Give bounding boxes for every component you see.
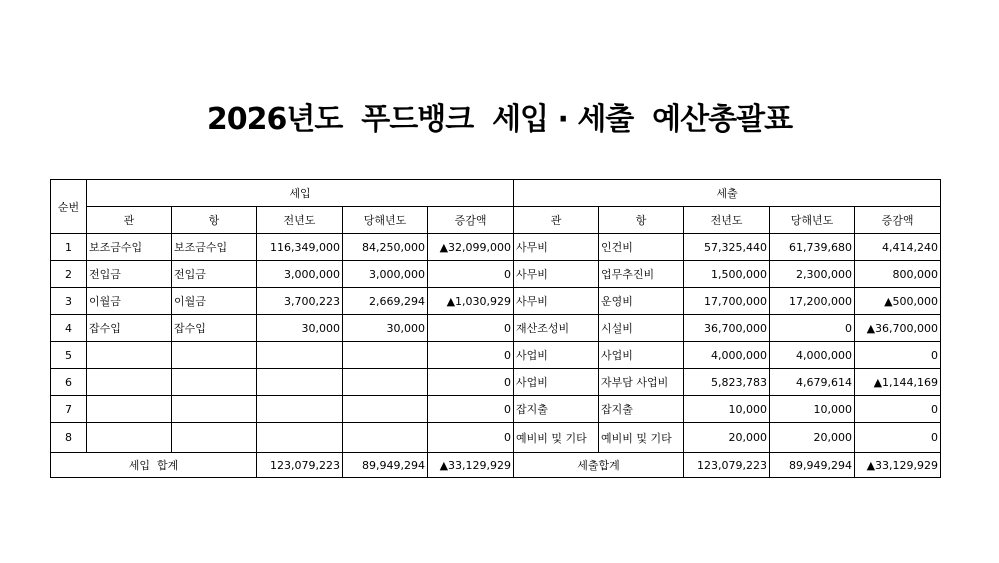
- expense-hang-cell: 사업비: [599, 342, 684, 369]
- table-row: [51, 342, 941, 369]
- income-gwan-cell: [87, 396, 172, 423]
- income-diff-cell: ▲1,030,929: [428, 288, 514, 315]
- income-curr-cell: 3,000,000: [343, 261, 428, 288]
- income-hang-cell: 잡수입: [172, 315, 257, 342]
- expense-hang-cell: 예비비 및 기타: [599, 423, 684, 453]
- row-number: 7: [51, 396, 87, 423]
- income-prev-cell: 30,000: [257, 315, 343, 342]
- expense-diff-cell: 0: [855, 396, 941, 423]
- expense-gwan-cell: 사업비: [514, 342, 599, 369]
- income-prev-cell: 116,349,000: [257, 234, 343, 261]
- expense-gwan-cell: 사업비: [514, 369, 599, 396]
- table-row: [51, 288, 941, 315]
- expense-diff-cell: 0: [855, 342, 941, 369]
- expense-prev-cell: 10,000: [684, 396, 770, 423]
- table-row: [51, 234, 941, 261]
- income-curr-cell: [343, 423, 428, 453]
- table-row: [51, 396, 941, 423]
- income-curr-cell: 30,000: [343, 315, 428, 342]
- expense-total-curr: 89,949,294: [770, 453, 855, 478]
- income-prev-cell: [257, 369, 343, 396]
- income-curr-cell: 84,250,000: [343, 234, 428, 261]
- income-hang-cell: [172, 369, 257, 396]
- header-income-curr-year: 당해년도: [343, 207, 428, 234]
- expense-diff-cell: ▲36,700,000: [855, 315, 941, 342]
- income-hang-cell: 보조금수입: [172, 234, 257, 261]
- income-total-prev: 123,079,223: [257, 453, 343, 478]
- income-diff-cell: 0: [428, 396, 514, 423]
- income-diff-cell: 0: [428, 261, 514, 288]
- income-hang-cell: [172, 423, 257, 453]
- expense-diff-cell: ▲1,144,169: [855, 369, 941, 396]
- income-gwan-cell: 잡수입: [87, 315, 172, 342]
- header-expense-diff: 증감액: [855, 207, 941, 234]
- income-gwan-cell: [87, 423, 172, 453]
- expense-gwan-cell: 잡지출: [514, 396, 599, 423]
- expense-diff-cell: ▲500,000: [855, 288, 941, 315]
- income-gwan-cell: 보조금수입: [87, 234, 172, 261]
- income-curr-cell: [343, 369, 428, 396]
- header-income-prev-year: 전년도: [257, 207, 343, 234]
- income-hang-cell: [172, 342, 257, 369]
- expense-gwan-cell: 재산조성비: [514, 315, 599, 342]
- expense-curr-cell: 4,679,614: [770, 369, 855, 396]
- header-expense-curr-year: 당해년도: [770, 207, 855, 234]
- income-curr-cell: [343, 342, 428, 369]
- income-prev-cell: [257, 423, 343, 453]
- header-row-columns: [51, 207, 941, 234]
- expense-gwan-cell: 사무비: [514, 234, 599, 261]
- income-prev-cell: [257, 342, 343, 369]
- expense-prev-cell: 20,000: [684, 423, 770, 453]
- totals-row: [51, 453, 941, 478]
- table-row: [51, 423, 941, 453]
- income-prev-cell: 3,000,000: [257, 261, 343, 288]
- expense-prev-cell: 1,500,000: [684, 261, 770, 288]
- expense-diff-cell: 800,000: [855, 261, 941, 288]
- expense-gwan-cell: 예비비 및 기타: [514, 423, 599, 453]
- expense-gwan-cell: 사무비: [514, 261, 599, 288]
- expense-diff-cell: 4,414,240: [855, 234, 941, 261]
- expense-hang-cell: 잡지출: [599, 396, 684, 423]
- expense-curr-cell: 20,000: [770, 423, 855, 453]
- expense-curr-cell: 10,000: [770, 396, 855, 423]
- header-row-group: [51, 180, 941, 207]
- income-prev-cell: 3,700,223: [257, 288, 343, 315]
- row-number: 6: [51, 369, 87, 396]
- expense-total-prev: 123,079,223: [684, 453, 770, 478]
- table-row: [51, 369, 941, 396]
- row-number: 3: [51, 288, 87, 315]
- expense-hang-cell: 인건비: [599, 234, 684, 261]
- income-total-diff: ▲33,129,929: [428, 453, 514, 478]
- row-number: 5: [51, 342, 87, 369]
- income-total-curr: 89,949,294: [343, 453, 428, 478]
- expense-hang-cell: 시설비: [599, 315, 684, 342]
- header-expense-gwan: 관: [514, 207, 599, 234]
- header-income-diff: 증감액: [428, 207, 514, 234]
- income-curr-cell: [343, 396, 428, 423]
- income-diff-cell: ▲32,099,000: [428, 234, 514, 261]
- expense-total-diff: ▲33,129,929: [855, 453, 941, 478]
- expense-prev-cell: 36,700,000: [684, 315, 770, 342]
- income-hang-cell: [172, 396, 257, 423]
- income-gwan-cell: [87, 369, 172, 396]
- table-row: [51, 315, 941, 342]
- expense-curr-cell: 0: [770, 315, 855, 342]
- header-expense: 세출: [514, 180, 941, 207]
- income-gwan-cell: 이월금: [87, 288, 172, 315]
- income-curr-cell: 2,669,294: [343, 288, 428, 315]
- expense-prev-cell: 5,823,783: [684, 369, 770, 396]
- income-gwan-cell: 전입금: [87, 261, 172, 288]
- header-expense-prev-year: 전년도: [684, 207, 770, 234]
- income-diff-cell: 0: [428, 423, 514, 453]
- income-diff-cell: 0: [428, 315, 514, 342]
- expense-curr-cell: 4,000,000: [770, 342, 855, 369]
- income-total-label: 세입 합계: [51, 453, 257, 478]
- table-row: [51, 261, 941, 288]
- row-number: 1: [51, 234, 87, 261]
- expense-diff-cell: 0: [855, 423, 941, 453]
- expense-hang-cell: 자부담 사업비: [599, 369, 684, 396]
- income-diff-cell: 0: [428, 369, 514, 396]
- header-income: 세입: [87, 180, 514, 207]
- expense-curr-cell: 2,300,000: [770, 261, 855, 288]
- expense-curr-cell: 17,200,000: [770, 288, 855, 315]
- income-gwan-cell: [87, 342, 172, 369]
- expense-prev-cell: 17,700,000: [684, 288, 770, 315]
- expense-gwan-cell: 사무비: [514, 288, 599, 315]
- income-diff-cell: 0: [428, 342, 514, 369]
- page-title: 2026년도 푸드뱅크 세입 · 세출 예산총괄표: [206, 102, 793, 137]
- expense-prev-cell: 4,000,000: [684, 342, 770, 369]
- row-number: 4: [51, 315, 87, 342]
- expense-hang-cell: 업무추진비: [599, 261, 684, 288]
- income-hang-cell: 이월금: [172, 288, 257, 315]
- expense-total-label: 세출합계: [514, 453, 684, 478]
- row-number: 8: [51, 423, 87, 453]
- header-income-hang: 항: [172, 207, 257, 234]
- expense-curr-cell: 61,739,680: [770, 234, 855, 261]
- header-seq: 순번: [51, 180, 87, 234]
- expense-prev-cell: 57,325,440: [684, 234, 770, 261]
- budget-summary-table: [50, 179, 941, 478]
- header-income-gwan: 관: [87, 207, 172, 234]
- income-prev-cell: [257, 396, 343, 423]
- header-expense-hang: 항: [599, 207, 684, 234]
- row-number: 2: [51, 261, 87, 288]
- income-hang-cell: 전입금: [172, 261, 257, 288]
- expense-hang-cell: 운영비: [599, 288, 684, 315]
